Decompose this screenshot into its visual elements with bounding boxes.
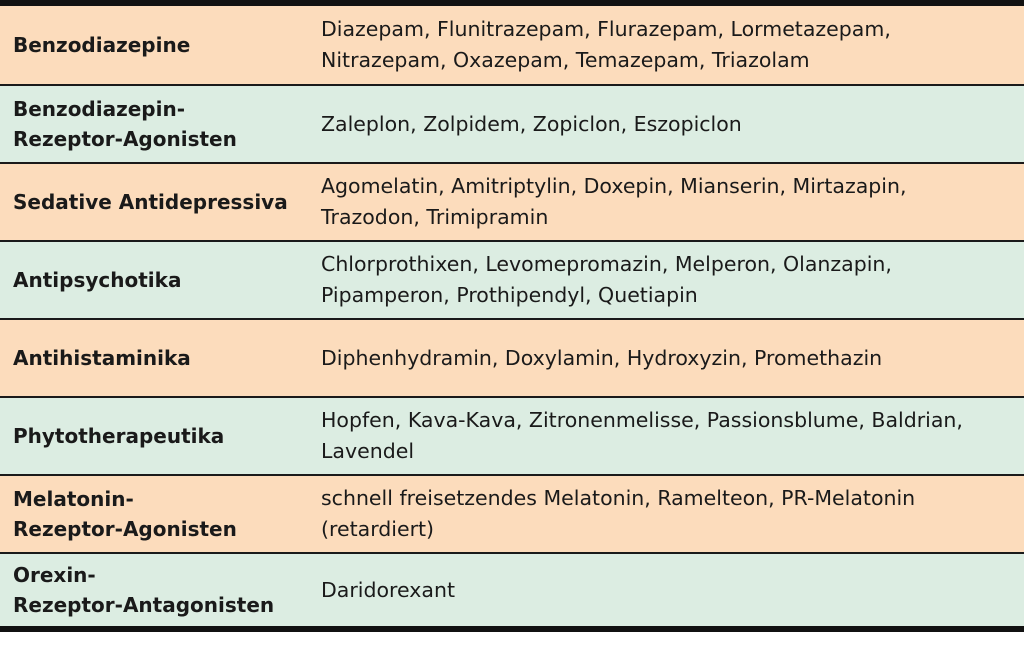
drug-class-cell <box>0 265 308 295</box>
drug-class-label: Benzodiazepine <box>13 33 191 57</box>
drug-list-text: Hopfen, Kava-Kava, Zitronenmelisse, Passionsblume, Baldrian, Lavendel <box>321 408 963 463</box>
drug-class-label: Sedative Antidepressiva <box>13 190 288 214</box>
drug-class-cell <box>0 560 308 620</box>
drug-class-label: Phytotherapeutika <box>13 424 225 448</box>
drug-class-label: Antipsychotika <box>13 268 182 292</box>
drug-list-cell <box>308 575 1024 606</box>
drug-list-text: Zaleplon, Zolpidem, Zopiclon, Eszopiclon <box>321 111 742 136</box>
drug-list-cell <box>308 483 1024 545</box>
drug-class-cell <box>0 343 308 373</box>
drug-list-text: Chlorprothixen, Levomepromazin, Melperon, Olanzapin, Pipamperon, Prothipendyl, Quetiapin <box>321 252 892 307</box>
drug-class-cell <box>0 187 308 217</box>
drug-class-label: Orexin- Rezeptor-Antagonisten <box>13 563 275 617</box>
drug-class-label: Melatonin- Rezeptor-Agonisten <box>13 487 237 541</box>
table-row <box>0 552 1024 626</box>
drug-list-cell <box>308 14 1024 76</box>
drug-class-cell <box>0 94 308 154</box>
drug-list-cell <box>308 109 1024 140</box>
drug-list-cell <box>308 249 1024 311</box>
table-row <box>0 474 1024 552</box>
drug-list-text: Diphenhydramin, Doxylamin, Hydroxyzin, Promethazin <box>321 345 883 370</box>
drug-list-cell <box>308 405 1024 467</box>
drug-list-cell <box>308 171 1024 233</box>
drug-class-label: Benzodiazepin- Rezeptor-Agonisten <box>13 97 237 151</box>
table-row <box>0 6 1024 84</box>
drug-class-cell <box>0 421 308 451</box>
drug-list-text: Agomelatin, Amitriptylin, Doxepin, Mianserin, Mirtazapin, Trazodon, Trimipramin <box>321 174 907 229</box>
drug-list-text: Diazepam, Flunitrazepam, Flurazepam, Lormetazepam, Nitrazepam, Oxazepam, Temazepam, Triazolam <box>321 17 891 72</box>
drug-list-text: Daridorexant <box>321 577 455 602</box>
drug-class-cell <box>0 484 308 544</box>
table-row <box>0 162 1024 240</box>
drug-list-text: schnell freisetzendes Melatonin, Ramelteon, PR-Melatonin (retardiert) <box>321 486 916 541</box>
table-row <box>0 84 1024 162</box>
table-row <box>0 240 1024 318</box>
drug-class-cell <box>0 30 308 60</box>
table-row <box>0 396 1024 474</box>
drug-list-cell <box>308 343 1024 374</box>
drug-class-label: Antihistaminika <box>13 346 191 370</box>
table-row <box>0 318 1024 396</box>
